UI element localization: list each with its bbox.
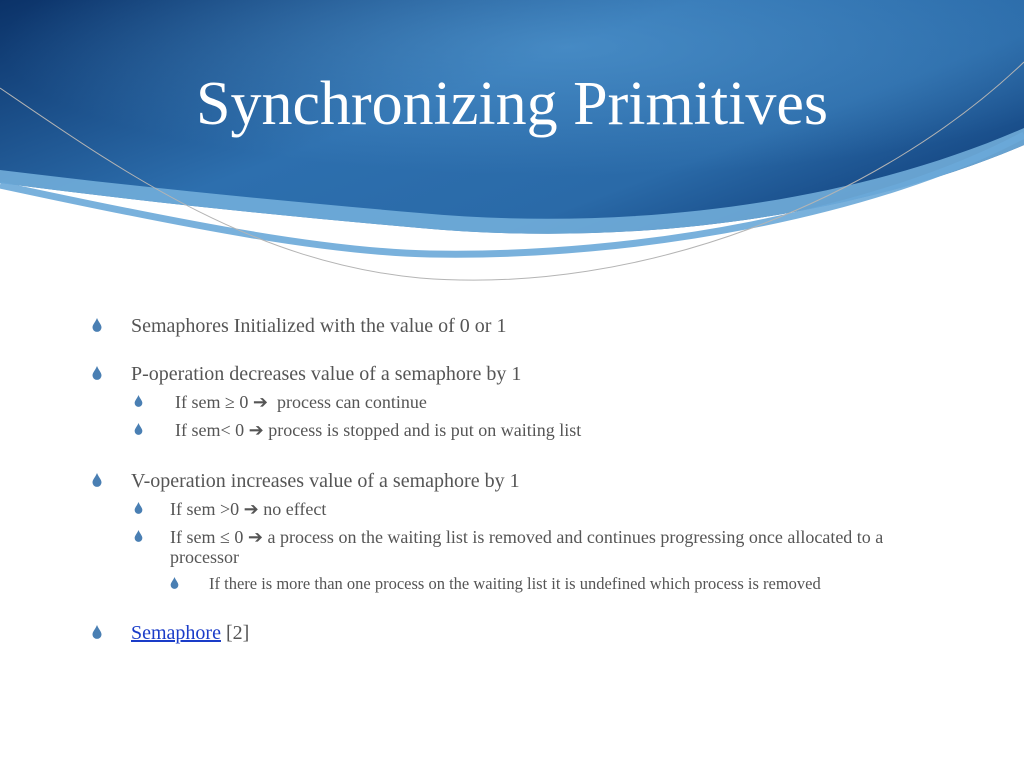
arrow-right-icon: ➔ <box>252 392 268 412</box>
sub-bullet-text: no effect <box>258 499 327 519</box>
water-drop-icon <box>134 395 143 407</box>
water-drop-icon <box>170 577 179 589</box>
sub-bullet-text: If sem ≤ 0 <box>170 527 248 547</box>
sub-bullet-text: If sem >0 <box>170 499 244 519</box>
water-drop-icon <box>134 423 143 435</box>
arrow-right-icon: ➔ <box>247 527 263 547</box>
water-drop-icon <box>134 502 143 514</box>
arrow-right-icon: ➔ <box>248 420 264 440</box>
water-drop-icon <box>92 625 102 639</box>
sub-sub-bullet-text: If there is more than one process on the waiting list it is undefined which process is removed <box>209 574 821 593</box>
sub-bullet-sem-gt-zero <box>92 499 992 519</box>
bullet-list <box>92 310 992 646</box>
arrow-right-icon: ➔ <box>243 499 259 519</box>
sub-bullet-sem-le-zero <box>92 527 900 567</box>
sub-bullet-text: process can continue <box>267 392 427 412</box>
sub-bullet-sem-lt-zero <box>92 420 992 440</box>
sub-bullet-text: a process on the waiting list is removed and continues progressing once allocated to a processor <box>170 527 884 567</box>
bullet-semaphores-initialized <box>92 313 992 339</box>
sub-bullet-text: If sem< 0 <box>175 420 249 440</box>
semaphore-link[interactable]: Semaphore <box>131 622 221 644</box>
sub-sub-bullet-undefined-removal <box>92 574 992 594</box>
bullet-text: P-operation decreases value of a semaphore by 1 <box>131 363 522 385</box>
water-drop-icon <box>92 366 102 380</box>
sub-bullet-sem-ge-zero <box>92 392 992 412</box>
reference-text: [2] <box>220 622 250 644</box>
sub-bullet-text: process is stopped and is put on waiting list <box>263 420 582 440</box>
bullet-p-operation <box>92 361 992 387</box>
header-background <box>0 0 1024 300</box>
water-drop-icon <box>92 318 102 332</box>
bullet-semaphore-reference <box>92 620 992 646</box>
bullet-text: Semaphores Initialized with the value of 0 or 1 <box>131 315 507 337</box>
water-drop-icon <box>134 530 143 542</box>
bullet-text: V-operation increases value of a semaphore by 1 <box>131 470 520 492</box>
slide-title: Synchronizing Primitives <box>195 70 829 138</box>
bullet-v-operation <box>92 468 992 494</box>
water-drop-icon <box>92 473 102 487</box>
sub-bullet-text: If sem ≥ 0 <box>175 392 253 412</box>
